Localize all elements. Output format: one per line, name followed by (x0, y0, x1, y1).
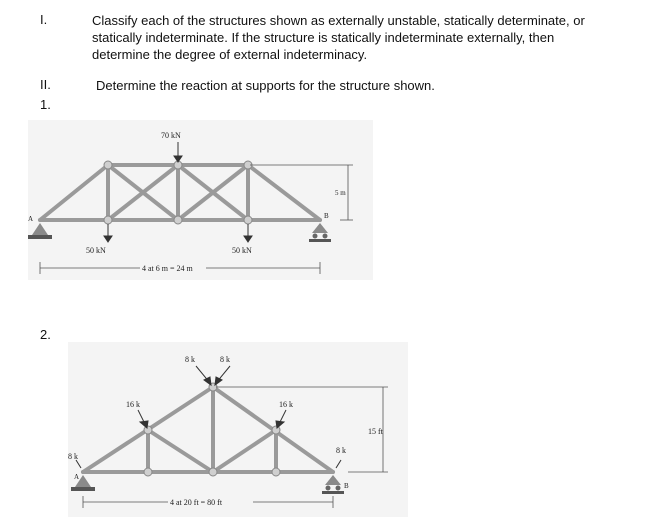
left-load-label: 50 kN (86, 246, 106, 255)
peak-load-right-label: 8 k (220, 355, 230, 364)
left-end-load-label: 8 k (68, 452, 78, 461)
right-load-label-2: 16 k (279, 400, 293, 409)
peak-load-left-label: 8 k (185, 355, 195, 364)
support-b-label-2: B (344, 482, 349, 490)
section-i-line-2: statically indeterminate. If the structure is statically indeterminate externally, then (92, 30, 555, 45)
height-label-2: 15 ft (368, 427, 383, 436)
support-b-label: B (324, 212, 329, 220)
section-i-paragraph (92, 12, 637, 63)
truss-figure-1 (28, 120, 373, 280)
section-i-line-3: determine the degree of external indeterminacy. (92, 47, 368, 62)
problem-2-number: 2. (40, 327, 51, 342)
support-a-label-2: A (74, 473, 80, 481)
section-ii-text: Determine the reaction at supports for the structure shown. (96, 78, 435, 93)
section-i-line-1: Classify each of the structures shown as externally unstable, statically determinate, or (92, 13, 585, 28)
left-load-label-2: 16 k (126, 400, 140, 409)
height-label: 5 m (335, 189, 346, 197)
section-i-marker: I. (40, 12, 48, 27)
top-load-label: 70 kN (161, 131, 181, 140)
right-end-load-label: 8 k (336, 446, 346, 455)
truss-figure-2 (68, 342, 408, 517)
support-a-label: A (28, 215, 34, 223)
section-ii-marker: II. (40, 77, 51, 92)
span-label: 4 at 6 m = 24 m (142, 264, 193, 273)
right-load-label: 50 kN (232, 246, 252, 255)
problem-1-number: 1. (40, 97, 51, 112)
span-label-2: 4 at 20 ft = 80 ft (170, 498, 223, 507)
